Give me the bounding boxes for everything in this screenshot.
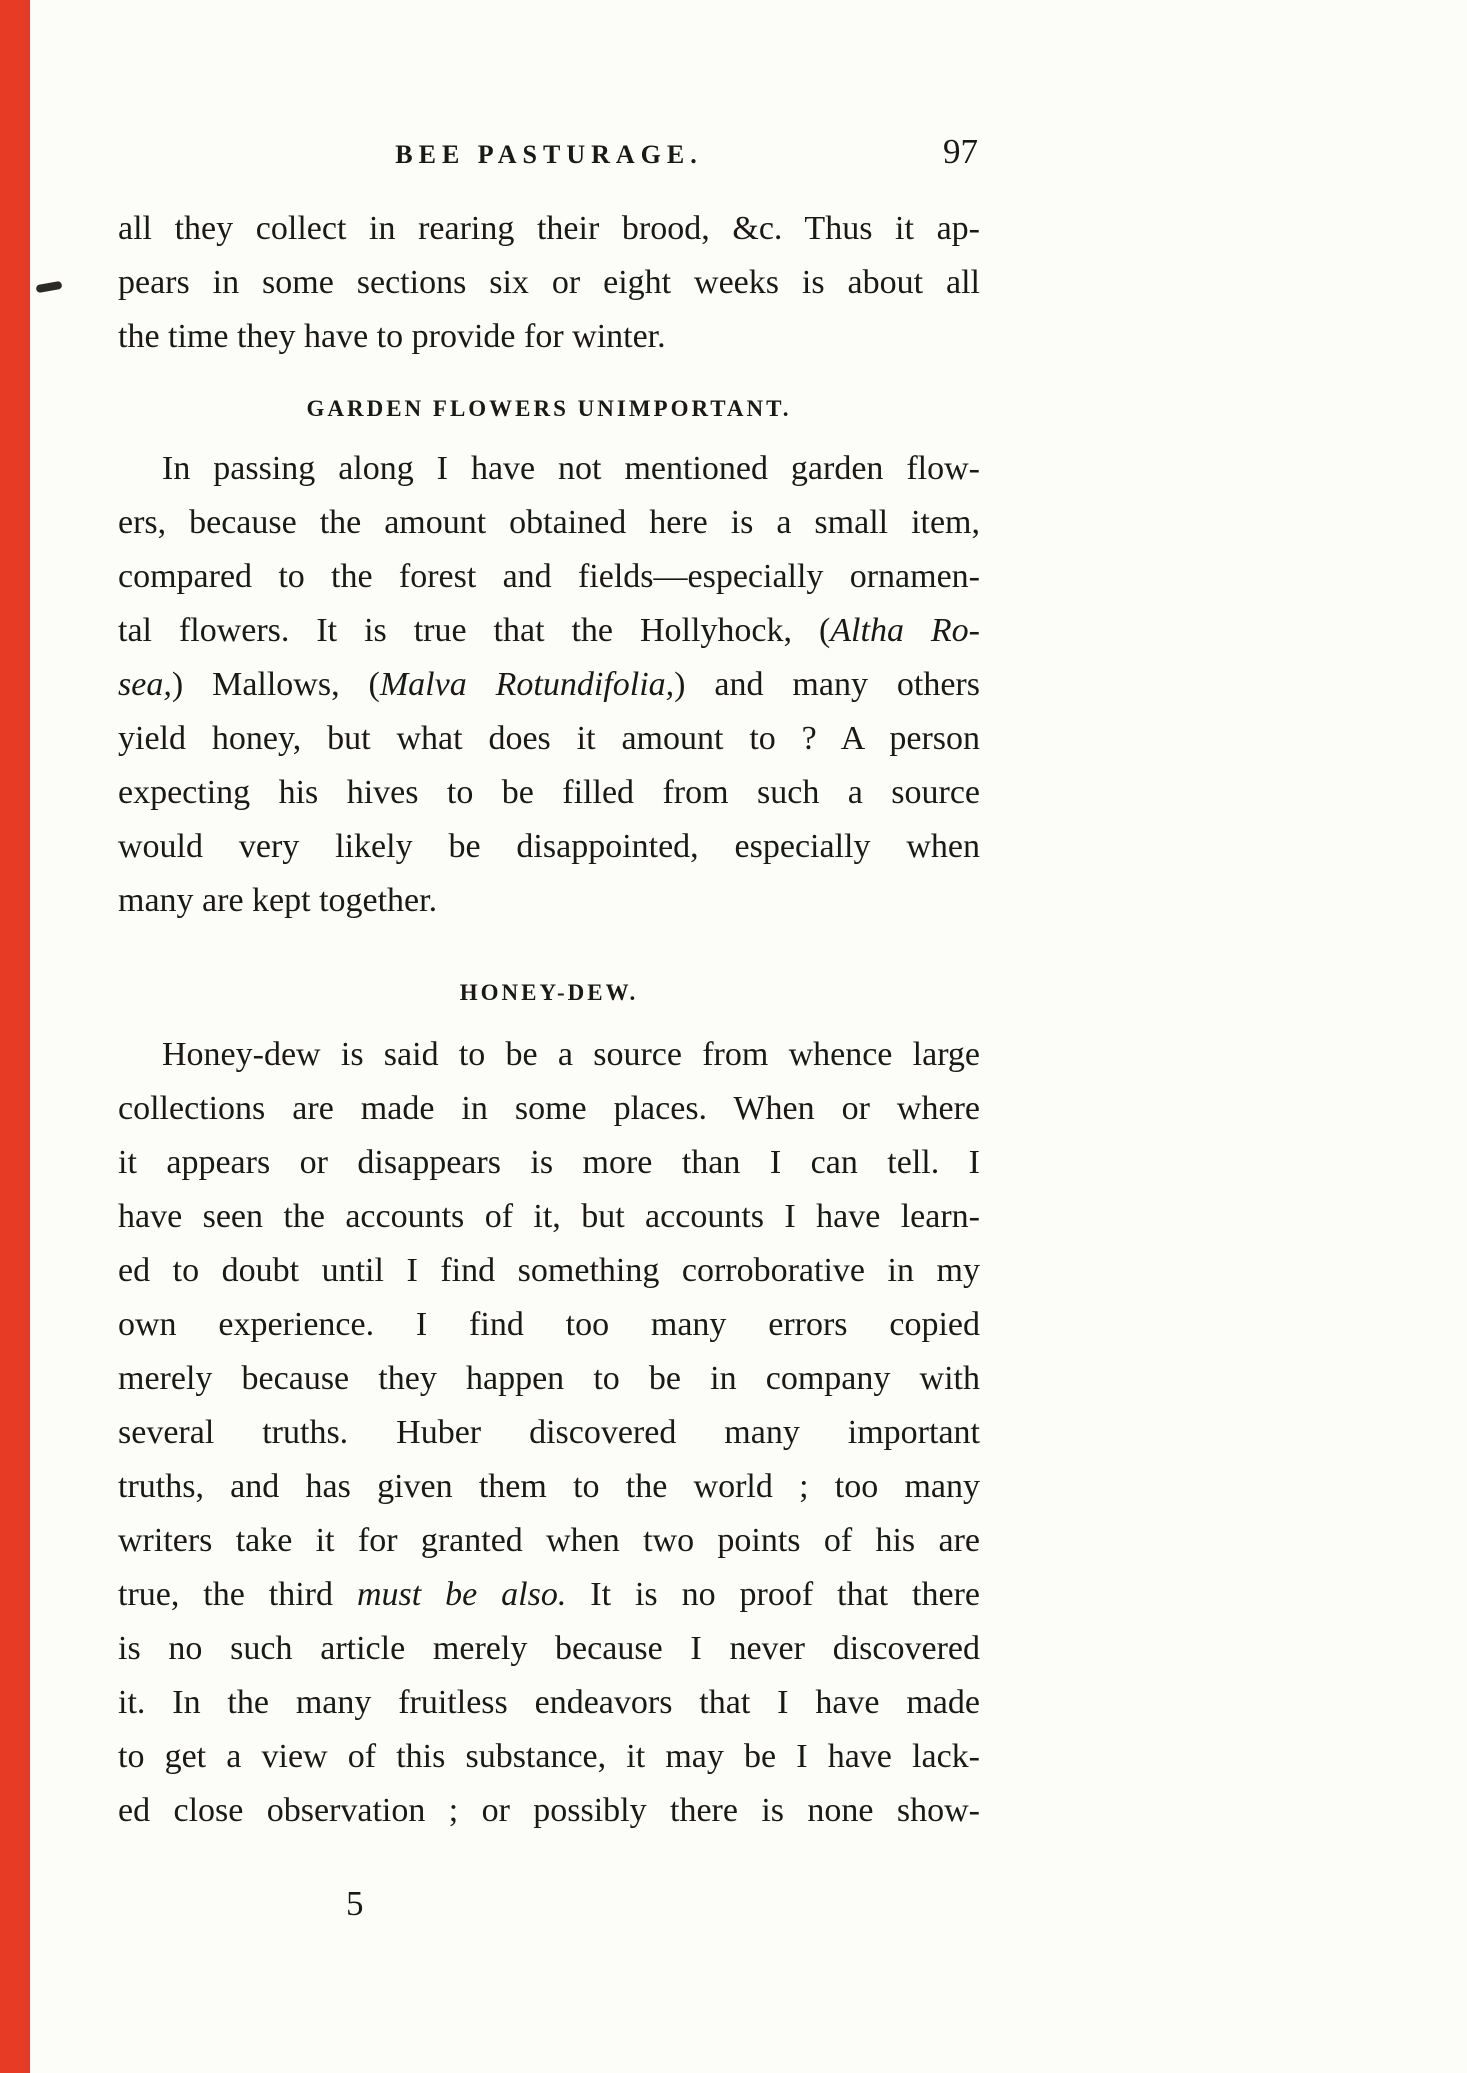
text-line: it appears or disappears is more than I can tell. I <box>118 1144 980 1181</box>
text-line: truths, and has given them to the world ; too many <box>118 1468 980 1505</box>
text-line: writers take it for granted when two points of his are <box>118 1522 980 1559</box>
text-line: ed close observation ; or possibly there is none show- <box>118 1792 980 1829</box>
section-heading-honey-dew: HONEY-DEW. <box>459 980 639 1005</box>
text-line: would very likely be disappointed, especially when <box>118 828 980 865</box>
text-line: the time they have to provide for winter. <box>118 318 666 355</box>
text-line: all they collect in rearing their brood, &c. Thus it ap- <box>118 210 980 247</box>
text-line: In passing along I have not mentioned garden flow- <box>162 450 980 487</box>
ink-mark-artifact <box>36 281 63 293</box>
text-line: have seen the accounts of it, but accounts I have learn- <box>118 1198 980 1235</box>
running-header-title: BEE PASTURAGE. <box>395 140 703 169</box>
section-heading-garden-flowers: GARDEN FLOWERS UNIMPORTANT. <box>306 396 792 421</box>
text-line: it. In the many fruitless endeavors that I have made <box>118 1684 980 1721</box>
page-content <box>118 132 980 1924</box>
text-line: to get a view of this substance, it may be I have lack- <box>118 1738 980 1775</box>
text-line: collections are made in some places. When or where <box>118 1090 980 1127</box>
text-line: many are kept together. <box>118 882 438 919</box>
text-line: is no such article merely because I never discovered <box>118 1630 980 1667</box>
text-line: expecting his hives to be filled from such a source <box>118 774 980 811</box>
text-line: Honey-dew is said to be a source from whence large <box>162 1036 980 1073</box>
page-number: 97 <box>943 132 978 171</box>
text-line: several truths. Huber discovered many important <box>118 1414 980 1451</box>
running-header <box>118 132 980 178</box>
text-line: ers, because the amount obtained here is a small item, <box>118 504 980 541</box>
text-line: merely because they happen to be in company with <box>118 1360 980 1397</box>
text-line: true, the third must be also. It is no proof that there <box>118 1576 980 1613</box>
text-line: tal flowers. It is true that the Hollyhock, (Altha Ro- <box>118 612 980 649</box>
signature-mark: 5 <box>346 1884 364 1923</box>
paragraph-brood-collection <box>118 202 980 364</box>
paragraph-honey-dew <box>118 1028 980 1838</box>
text-line: own experience. I find too many errors copied <box>118 1306 980 1343</box>
text-line: yield honey, but what does it amount to ? A person <box>118 720 980 757</box>
paragraph-garden-flowers <box>118 442 980 928</box>
scan-edge-strip <box>0 0 30 2073</box>
text-line: ed to doubt until I find something corroborative in my <box>118 1252 980 1289</box>
text-line: pears in some sections six or eight weeks is about all <box>118 264 980 301</box>
text-line: sea,) Mallows, (Malva Rotundifolia,) and many others <box>118 666 980 703</box>
text-line: compared to the forest and fields—especially ornamen- <box>118 558 980 595</box>
